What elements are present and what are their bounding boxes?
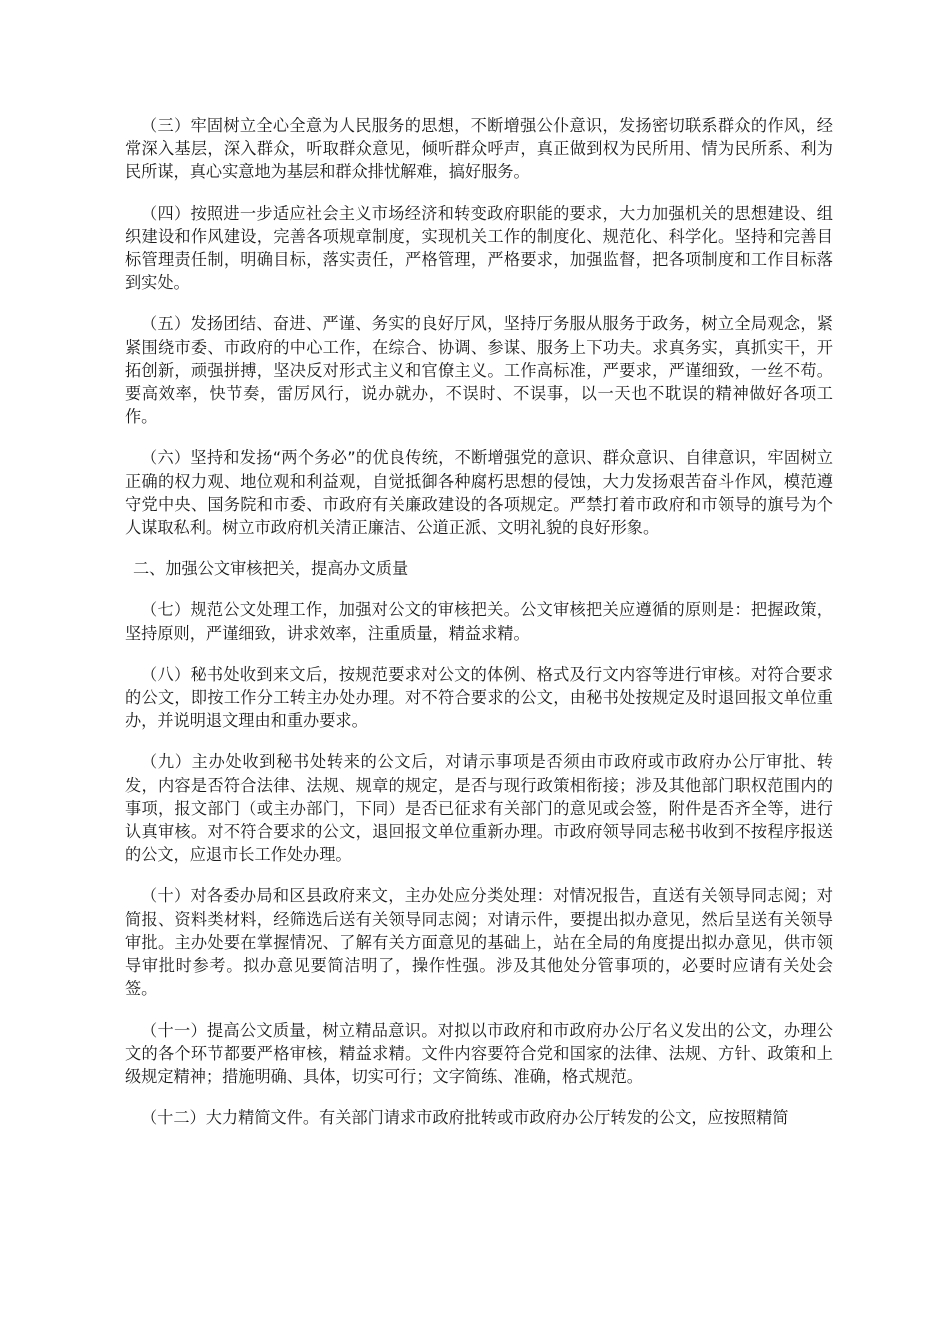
section-heading-2: 二、加强公文审核把关，提高办文质量 [133, 559, 409, 579]
paragraph-5: （五）发扬团结、奋进、严谨、务实的良好厅风，坚持厅务服从服务于政务，树立全局观念，紧紧围绕市委、市政府的中心工作，在综合、协调、参谋、服务上下功夫。求真务实，真抓实干，开拓创新，顽强拼搏，坚决反对形式主义和官僚主义。工作高标准，严要求，严谨细致，一丝不苟。要高效率，快节奏，雷厉风行，说办就办，不误时、不误事，以一天也不耽误的精神做好各项工作。 [125, 314, 833, 427]
paragraph-3: （三）牢固树立全心全意为人民服务的思想，不断增强公仆意识，发扬密切联系群众的作风，经常深入基层，深入群众，听取群众意见，倾听群众呼声，真正做到权为民所用、情为民所系、利为民所谋，真心实意地为基层和群众排忧解难，搞好服务。 [125, 116, 833, 182]
paragraph-4: （四）按照进一步适应社会主义市场经济和转变政府职能的要求，大力加强机关的思想建设、组织建设和作风建设，完善各项规章制度，实现机关工作的制度化、规范化、科学化。坚持和完善目标管理责任制，明确目标，落实责任，严格管理，严格要求，加强监督，把各项制度和工作目标落到实处。 [125, 203, 833, 293]
document-body [125, 114, 833, 1129]
paragraph-10: （十）对各委办局和区县政府来文，主办处应分类处理：对情况报告，直送有关领导同志阅；对简报、资料类材料，经筛选后送有关领导同志阅；对请示件，要提出拟办意见，然后呈送有关领导审批。主办处要在掌握情况、了解有关方面意见的基础上，站在全局的角度提出拟办意见，供市领导审批时参考。拟办意见要简洁明了，操作性强。涉及其他处分管事项的，必要时应请有关处会签。 [125, 886, 833, 999]
paragraph-9: （九）主办处收到秘书处转来的公文后，对请示事项是否须由市政府或市政府办公厅审批、转发，内容是否符合法律、法规、规章的规定，是否与现行政策相衔接；涉及其他部门职权范围内的事项，报文部门（或主办部门，下同）是否已征求有关部门的意见或会签，附件是否齐全等，进行认真审核。对不符合要求的公文，退回报文单位重新办理。市政府领导同志秘书收到不按程序报送的公文，应退市长工作处办理。 [125, 752, 833, 865]
paragraph-11: （十一）提高公文质量，树立精品意识。对拟以市政府和市政府办公厅名义发出的公文，办理公文的各个环节都要严格审核，精益求精。文件内容要符合党和国家的法律、法规、方针、政策和上级规定精神；措施明确、具体，切实可行；文字简练、准确，格式规范。 [125, 1020, 833, 1086]
paragraph-12: （十二）大力精简文件。有关部门请求市政府批转或市政府办公厅转发的公文，应按照精简 [141, 1108, 789, 1128]
paragraph-7: （七）规范公文处理工作，加强对公文的审核把关。公文审核把关应遵循的原则是：把握政策，坚持原则，严谨细致，讲求效率，注重质量，精益求精。 [125, 600, 833, 643]
paragraph-8: （八）秘书处收到来文后，按规范要求对公文的体例、格式及行文内容等进行审核。对符合要求的公文，即按工作分工转主办处办理。对不符合要求的公文，由秘书处按规定及时退回报文单位重办，并说明退文理由和重办要求。 [125, 664, 833, 731]
paragraph-6: （六）坚持和发扬“两个务必”的优良传统，不断增强党的意识、群众意识、自律意识，牢固树立正确的权力观、地位观和利益观，自觉抵御各种腐朽思想的侵蚀，大力发扬艰苦奋斗作风，模范遵守党中央、国务院和市委、市政府有关廉政建设的各项规定。严禁打着市政府和市领导的旗号为个人谋取私利。树立市政府机关清正廉洁、公道正派、文明礼貌的良好形象。 [125, 448, 833, 538]
